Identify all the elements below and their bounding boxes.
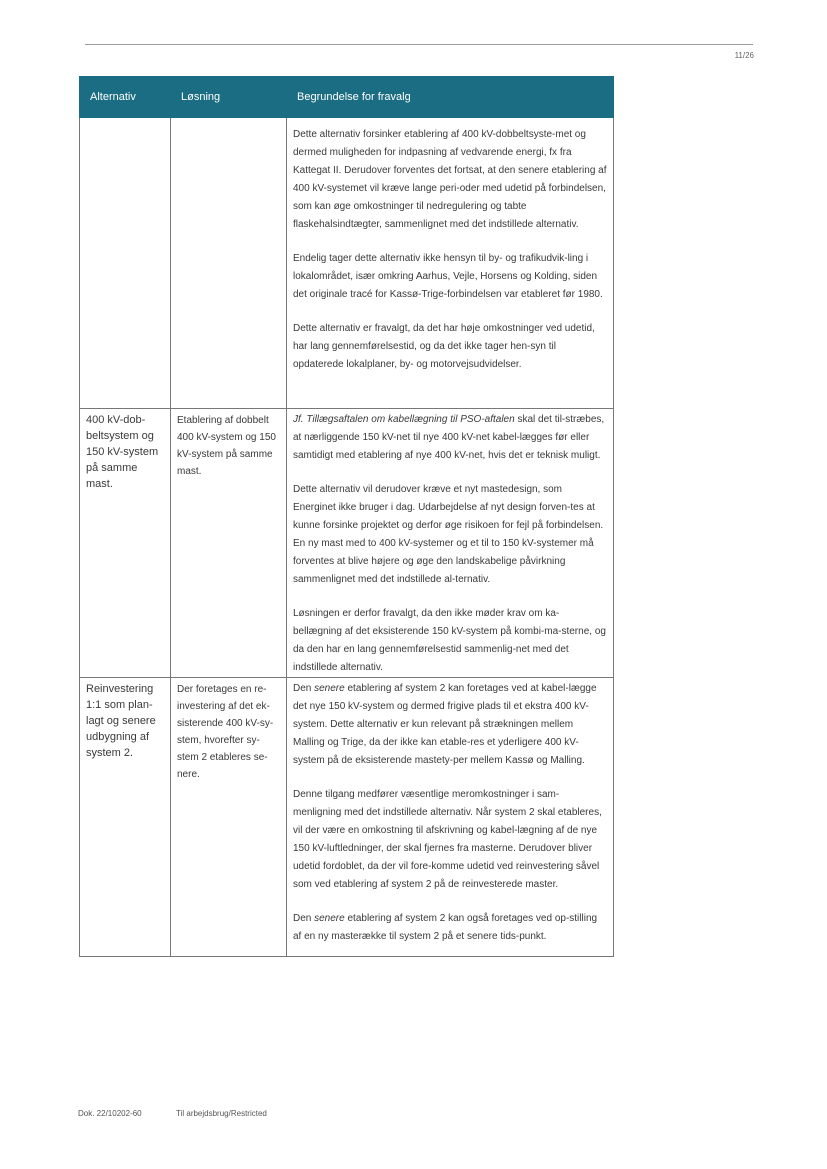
paragraph: Dette alternativ vil derudover kræve et nyt mastedesign, som Energinet ikke bruger i dag. Udarbejdelse af nyt design forven-tes at kunne forsinke projektet og derfor øge risikoen for fejl på forbindelsen. En ny mast med to 400 kV-systemer og et til to 150 kV-systemer må forventes at blive højere og øge den landskabelige påvirkning sammenlignet med det indstillede al-ternativ. (293, 484, 604, 585)
paragraph: Dette alternativ forsinker etablering af 400 kV-dobbeltsyste-met og dermed muligheden for indpasning af vedvarende energi, fx fra Kattegat II. Derudover forventes det fortsat, at den senere etablering af 400 kV-systemet vil kræve lange peri-oder med udetid på forbindelsen, som kan øge omkostninger til nedregulering og tabte flaskehalsindtægter, sammenlignet med det indstillede alternativ. (293, 129, 607, 230)
cell-losning: Etablering af dobbelt 400 kV-system og 150 kV-system på samme mast. (171, 409, 287, 678)
column-header-begrundelse: Begrundelse for fravalg (287, 77, 614, 118)
cell-alternativ: Reinvestering 1:1 som plan-lagt og senere udbygning af system 2. (80, 678, 171, 957)
column-header-losning: Løsning (171, 77, 287, 118)
cell-alternativ (80, 118, 171, 409)
paragraph: Den senere etablering af system 2 kan foretages ved at kabel-lægge det nye 150 kV-system og dermed frigive plads til et ekstra 400 kV-system. Dette alternativ er kun relevant på strækningen mellem Malling og Trige, da der ikke kan etable-res et yderligere 400 kV-system på de eksisterende mastety-per mellem Kassø og Malling. (293, 683, 597, 766)
cell-begrundelse (287, 409, 614, 678)
table-header-row (80, 77, 614, 118)
table-row (80, 409, 614, 678)
paragraph: Dette alternativ er fravalgt, da det har høje omkostninger ved udetid, har lang gennemførelsestid, og da det ikke tager hen-syn til opdaterede lokalplaner, by- og motorvejsudvidelser. (293, 323, 595, 370)
cell-begrundelse (287, 678, 614, 957)
paragraph: Denne tilgang medfører væsentlige meromkostninger i sam-menligning med det indstillede alternativ. Når system 2 skal etableres, vil der være en omkostning til afskrivning og kabel-lægning af de nye 150 kV-luftledninger, der skal fjernes fra masterne. Derudover bliver udetid fordoblet, da der vil fore-komme udetid ved reinvestering såvel som ved etablering af system 2 på de reinvesterede master. (293, 789, 602, 890)
table-row (80, 678, 614, 957)
paragraph: Endelig tager dette alternativ ikke hensyn til by- og trafikudvik-ling i lokalområdet, især omkring Aarhus, Vejle, Horsens og Kolding, siden det originale tracé for Kassø-Trige-forbindelsen var etableret før 1980. (293, 253, 603, 300)
column-header-alternativ: Alternativ (80, 77, 171, 118)
header-rule (85, 44, 753, 45)
paragraph: Løsningen er derfor fravalgt, da den ikke møder krav om ka-bellægning af det eksisterende 150 kV-system på kombi-ma-sterne, og da den har en lang gennemførelsestid sammenlig-net med det indstillede alternativ. (293, 608, 606, 673)
agreement-reference: Jf. Tillægsaftalen om kabellægning til PSO-aftalen (293, 414, 515, 425)
cell-begrundelse (287, 118, 614, 409)
cell-alternativ: 400 kV-dob-beltsystem og 150 kV-system på samme mast. (80, 409, 171, 678)
paragraph: Jf. Tillægsaftalen om kabellægning til PSO-aftalen skal det til-stræbes, at nærliggende 150 kV-net til nye 400 kV-net kabel-lægges før eller samtidigt med etablering af nye 400 kV-net, hvis det er teknisk muligt. (293, 414, 605, 461)
alternatives-table (79, 76, 614, 957)
cell-losning: Der foretages en re-investering af det ek-sisterende 400 kV-sy-stem, hvorefter sy-stem 2 etableres se-nere. (171, 678, 287, 957)
classification-label: Til arbejdsbrug/Restricted (176, 1109, 267, 1118)
page-number: 11/26 (734, 51, 754, 60)
paragraph: Den senere etablering af system 2 kan også foretages ved op-stilling af en ny masterække til system 2 på et senere tids-punkt. (293, 913, 598, 942)
document-number: Dok. 22/10202-60 (78, 1109, 142, 1118)
cell-losning (171, 118, 287, 409)
table-row (80, 118, 614, 409)
